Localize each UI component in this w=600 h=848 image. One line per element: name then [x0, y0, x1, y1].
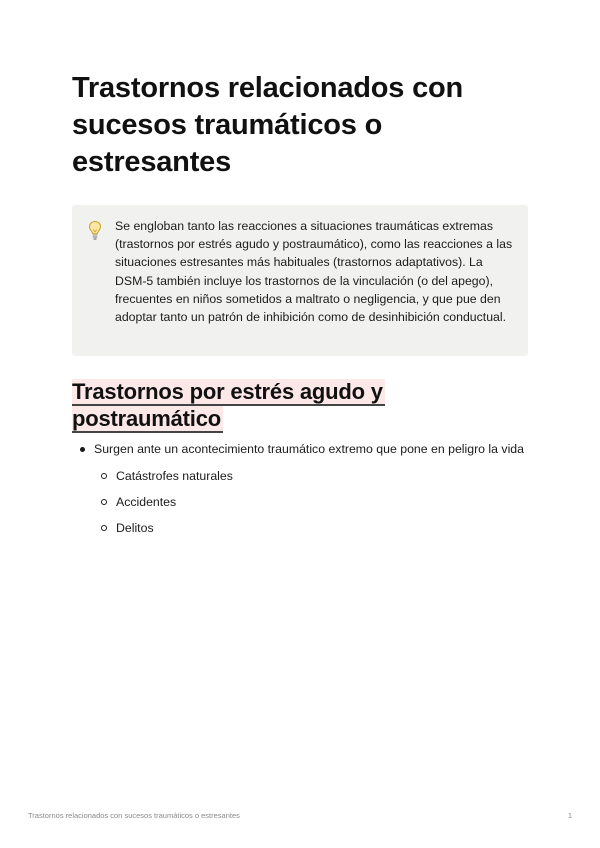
- callout-box: [72, 205, 528, 356]
- circle-bullet-icon: [101, 473, 107, 479]
- list-item-text: Surgen ante un acontecimiento traumático extremo que pone en peligro la vida: [94, 442, 524, 456]
- bullet-list: [72, 440, 528, 545]
- section-heading: [72, 378, 492, 432]
- sub-list-item: [94, 493, 528, 519]
- sub-list-item: [94, 467, 528, 493]
- bullet-icon: [80, 447, 85, 452]
- section-heading-text: Trastornos por estrés agudo y postraumático: [72, 379, 383, 431]
- footer-page-number: 1: [567, 811, 572, 820]
- list-item: [72, 440, 528, 545]
- sub-list: [94, 467, 528, 545]
- circle-bullet-icon: [101, 499, 107, 505]
- sub-list-item-text: Accidentes: [116, 495, 177, 509]
- sub-list-item-text: Catástrofes naturales: [116, 469, 233, 483]
- circle-bullet-icon: [101, 525, 107, 531]
- sub-list-item: [94, 519, 528, 545]
- callout-text: Se engloban tanto las reacciones a situaciones traumáticas extremas (trastornos por estrés agudo y postraumático), como las reacciones a las situaciones estresantes más habituales (trastornos adaptativos). La DSM-5 también incluye los trastornos de la vinculación (o del apego), frecuentes en niños sometidos a maltrato o negligencia, y que pue den adoptar tanto un patrón de inhibición como de desinhibición conductual.: [115, 219, 513, 325]
- footer-title: Trastornos relacionados con sucesos traumáticos o estresantes: [28, 811, 240, 820]
- sub-list-item-text: Delitos: [116, 521, 154, 535]
- page-title: Trastornos relacionados con sucesos traumáticos o estresantes: [72, 72, 464, 178]
- lightbulb-icon: [88, 220, 102, 242]
